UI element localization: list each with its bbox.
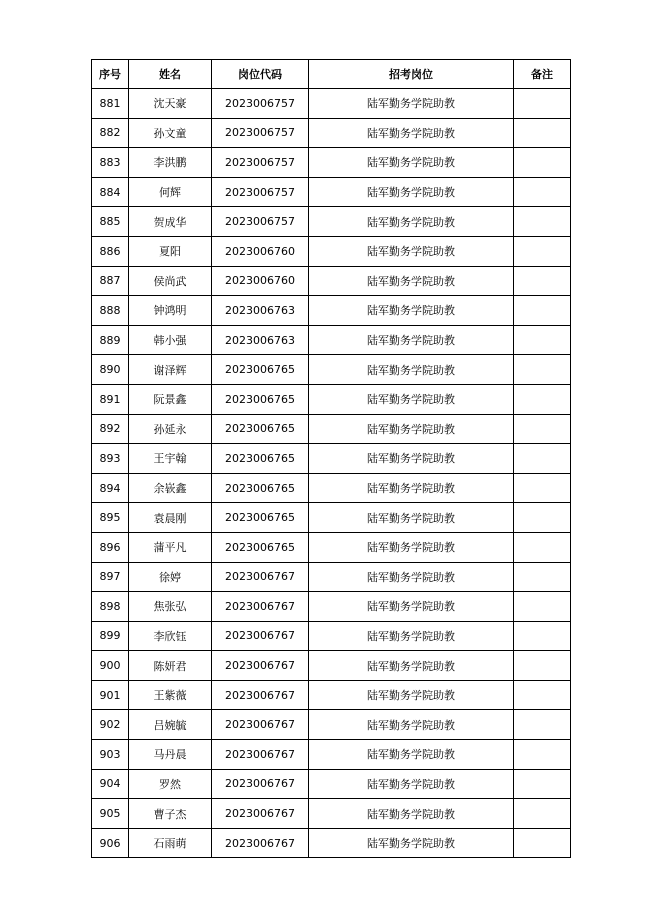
cell-no: 899 [92, 621, 129, 651]
cell-post: 陆军勤务学院助教 [309, 562, 514, 592]
cell-no: 886 [92, 236, 129, 266]
cell-code: 2023006763 [212, 296, 309, 326]
cell-name: 蒲平凡 [129, 532, 212, 562]
cell-no: 894 [92, 473, 129, 503]
cell-no: 889 [92, 325, 129, 355]
cell-no: 895 [92, 503, 129, 533]
table-row [92, 621, 571, 651]
cell-name: 马丹晨 [129, 740, 212, 770]
table-row [92, 651, 571, 681]
cell-note [514, 118, 571, 148]
cell-name: 韩小强 [129, 325, 212, 355]
cell-post: 陆军勤务学院助教 [309, 355, 514, 385]
cell-post: 陆军勤务学院助教 [309, 207, 514, 237]
cell-code: 2023006760 [212, 236, 309, 266]
cell-code: 2023006767 [212, 651, 309, 681]
cell-note [514, 444, 571, 474]
table-row [92, 592, 571, 622]
cell-code: 2023006757 [212, 89, 309, 119]
cell-note [514, 740, 571, 770]
cell-note [514, 592, 571, 622]
cell-code: 2023006757 [212, 207, 309, 237]
table-row [92, 89, 571, 119]
table-row [92, 828, 571, 858]
cell-no: 881 [92, 89, 129, 119]
table-row [92, 414, 571, 444]
table-row [92, 148, 571, 178]
header-no: 序号 [92, 60, 129, 89]
table-body [92, 89, 571, 858]
cell-code: 2023006763 [212, 325, 309, 355]
cell-note [514, 473, 571, 503]
cell-no: 897 [92, 562, 129, 592]
cell-name: 袁晨刚 [129, 503, 212, 533]
table-row [92, 473, 571, 503]
cell-post: 陆军勤务学院助教 [309, 680, 514, 710]
cell-no: 892 [92, 414, 129, 444]
cell-no: 884 [92, 177, 129, 207]
cell-name: 阮景鑫 [129, 384, 212, 414]
cell-name: 贺成华 [129, 207, 212, 237]
cell-note [514, 236, 571, 266]
table-row [92, 680, 571, 710]
table-row [92, 710, 571, 740]
cell-name: 夏阳 [129, 236, 212, 266]
cell-no: 888 [92, 296, 129, 326]
cell-code: 2023006767 [212, 562, 309, 592]
cell-post: 陆军勤务学院助教 [309, 148, 514, 178]
cell-post: 陆军勤务学院助教 [309, 651, 514, 681]
cell-post: 陆军勤务学院助教 [309, 444, 514, 474]
cell-note [514, 296, 571, 326]
cell-post: 陆军勤务学院助教 [309, 473, 514, 503]
cell-name: 王紫薇 [129, 680, 212, 710]
cell-no: 904 [92, 769, 129, 799]
cell-note [514, 325, 571, 355]
cell-no: 885 [92, 207, 129, 237]
cell-post: 陆军勤务学院助教 [309, 414, 514, 444]
cell-note [514, 562, 571, 592]
table-row [92, 207, 571, 237]
cell-code: 2023006765 [212, 532, 309, 562]
cell-no: 905 [92, 799, 129, 829]
header-post: 招考岗位 [309, 60, 514, 89]
cell-code: 2023006765 [212, 473, 309, 503]
cell-note [514, 177, 571, 207]
cell-code: 2023006765 [212, 503, 309, 533]
cell-code: 2023006765 [212, 414, 309, 444]
cell-post: 陆军勤务学院助教 [309, 177, 514, 207]
cell-name: 沈天豪 [129, 89, 212, 119]
cell-no: 901 [92, 680, 129, 710]
cell-note [514, 799, 571, 829]
cell-post: 陆军勤务学院助教 [309, 740, 514, 770]
cell-code: 2023006767 [212, 828, 309, 858]
cell-code: 2023006765 [212, 384, 309, 414]
cell-no: 902 [92, 710, 129, 740]
cell-note [514, 769, 571, 799]
cell-name: 何辉 [129, 177, 212, 207]
candidate-table [91, 59, 571, 858]
cell-post: 陆军勤务学院助教 [309, 118, 514, 148]
cell-post: 陆军勤务学院助教 [309, 710, 514, 740]
cell-code: 2023006765 [212, 355, 309, 385]
cell-name: 李欣钰 [129, 621, 212, 651]
table-row [92, 799, 571, 829]
cell-note [514, 266, 571, 296]
cell-name: 罗然 [129, 769, 212, 799]
cell-note [514, 621, 571, 651]
cell-code: 2023006757 [212, 177, 309, 207]
cell-code: 2023006767 [212, 769, 309, 799]
cell-code: 2023006767 [212, 680, 309, 710]
cell-no: 896 [92, 532, 129, 562]
cell-no: 903 [92, 740, 129, 770]
cell-name: 孙延永 [129, 414, 212, 444]
cell-no: 898 [92, 592, 129, 622]
cell-post: 陆军勤务学院助教 [309, 266, 514, 296]
cell-post: 陆军勤务学院助教 [309, 532, 514, 562]
cell-post: 陆军勤务学院助教 [309, 799, 514, 829]
table-row [92, 562, 571, 592]
cell-post: 陆军勤务学院助教 [309, 89, 514, 119]
cell-no: 883 [92, 148, 129, 178]
cell-post: 陆军勤务学院助教 [309, 325, 514, 355]
cell-name: 石雨萌 [129, 828, 212, 858]
cell-no: 887 [92, 266, 129, 296]
cell-note [514, 207, 571, 237]
cell-post: 陆军勤务学院助教 [309, 296, 514, 326]
cell-code: 2023006767 [212, 592, 309, 622]
cell-note [514, 384, 571, 414]
table-row [92, 296, 571, 326]
table-header-row [92, 60, 571, 89]
table-row [92, 740, 571, 770]
table-row [92, 444, 571, 474]
header-note: 备注 [514, 60, 571, 89]
cell-name: 钟鸿明 [129, 296, 212, 326]
cell-name: 侯尚武 [129, 266, 212, 296]
cell-note [514, 680, 571, 710]
cell-no: 882 [92, 118, 129, 148]
cell-name: 陈妍君 [129, 651, 212, 681]
cell-name: 焦张弘 [129, 592, 212, 622]
cell-note [514, 414, 571, 444]
cell-note [514, 503, 571, 533]
cell-note [514, 89, 571, 119]
table-row [92, 325, 571, 355]
cell-note [514, 355, 571, 385]
cell-post: 陆军勤务学院助教 [309, 769, 514, 799]
table-row [92, 503, 571, 533]
cell-no: 900 [92, 651, 129, 681]
cell-name: 曹子杰 [129, 799, 212, 829]
cell-note [514, 532, 571, 562]
cell-note [514, 651, 571, 681]
table-row [92, 177, 571, 207]
cell-code: 2023006757 [212, 118, 309, 148]
cell-code: 2023006757 [212, 148, 309, 178]
cell-name: 王宇翰 [129, 444, 212, 474]
header-name: 姓名 [129, 60, 212, 89]
cell-no: 891 [92, 384, 129, 414]
cell-post: 陆军勤务学院助教 [309, 621, 514, 651]
cell-code: 2023006767 [212, 799, 309, 829]
cell-name: 孙文童 [129, 118, 212, 148]
cell-code: 2023006767 [212, 710, 309, 740]
table-row [92, 236, 571, 266]
cell-name: 谢泽辉 [129, 355, 212, 385]
cell-code: 2023006760 [212, 266, 309, 296]
cell-post: 陆军勤务学院助教 [309, 236, 514, 266]
table-row [92, 769, 571, 799]
cell-post: 陆军勤务学院助教 [309, 503, 514, 533]
table-row [92, 384, 571, 414]
cell-code: 2023006767 [212, 740, 309, 770]
cell-no: 890 [92, 355, 129, 385]
cell-name: 余嵚鑫 [129, 473, 212, 503]
cell-no: 893 [92, 444, 129, 474]
cell-post: 陆军勤务学院助教 [309, 828, 514, 858]
cell-name: 李洪鹏 [129, 148, 212, 178]
table-row [92, 118, 571, 148]
table-row [92, 266, 571, 296]
cell-note [514, 710, 571, 740]
cell-name: 徐婷 [129, 562, 212, 592]
cell-no: 906 [92, 828, 129, 858]
cell-post: 陆军勤务学院助教 [309, 384, 514, 414]
cell-code: 2023006767 [212, 621, 309, 651]
cell-post: 陆军勤务学院助教 [309, 592, 514, 622]
table-row [92, 355, 571, 385]
cell-name: 吕婉毓 [129, 710, 212, 740]
table-row [92, 532, 571, 562]
header-code: 岗位代码 [212, 60, 309, 89]
cell-note [514, 148, 571, 178]
cell-note [514, 828, 571, 858]
cell-code: 2023006765 [212, 444, 309, 474]
